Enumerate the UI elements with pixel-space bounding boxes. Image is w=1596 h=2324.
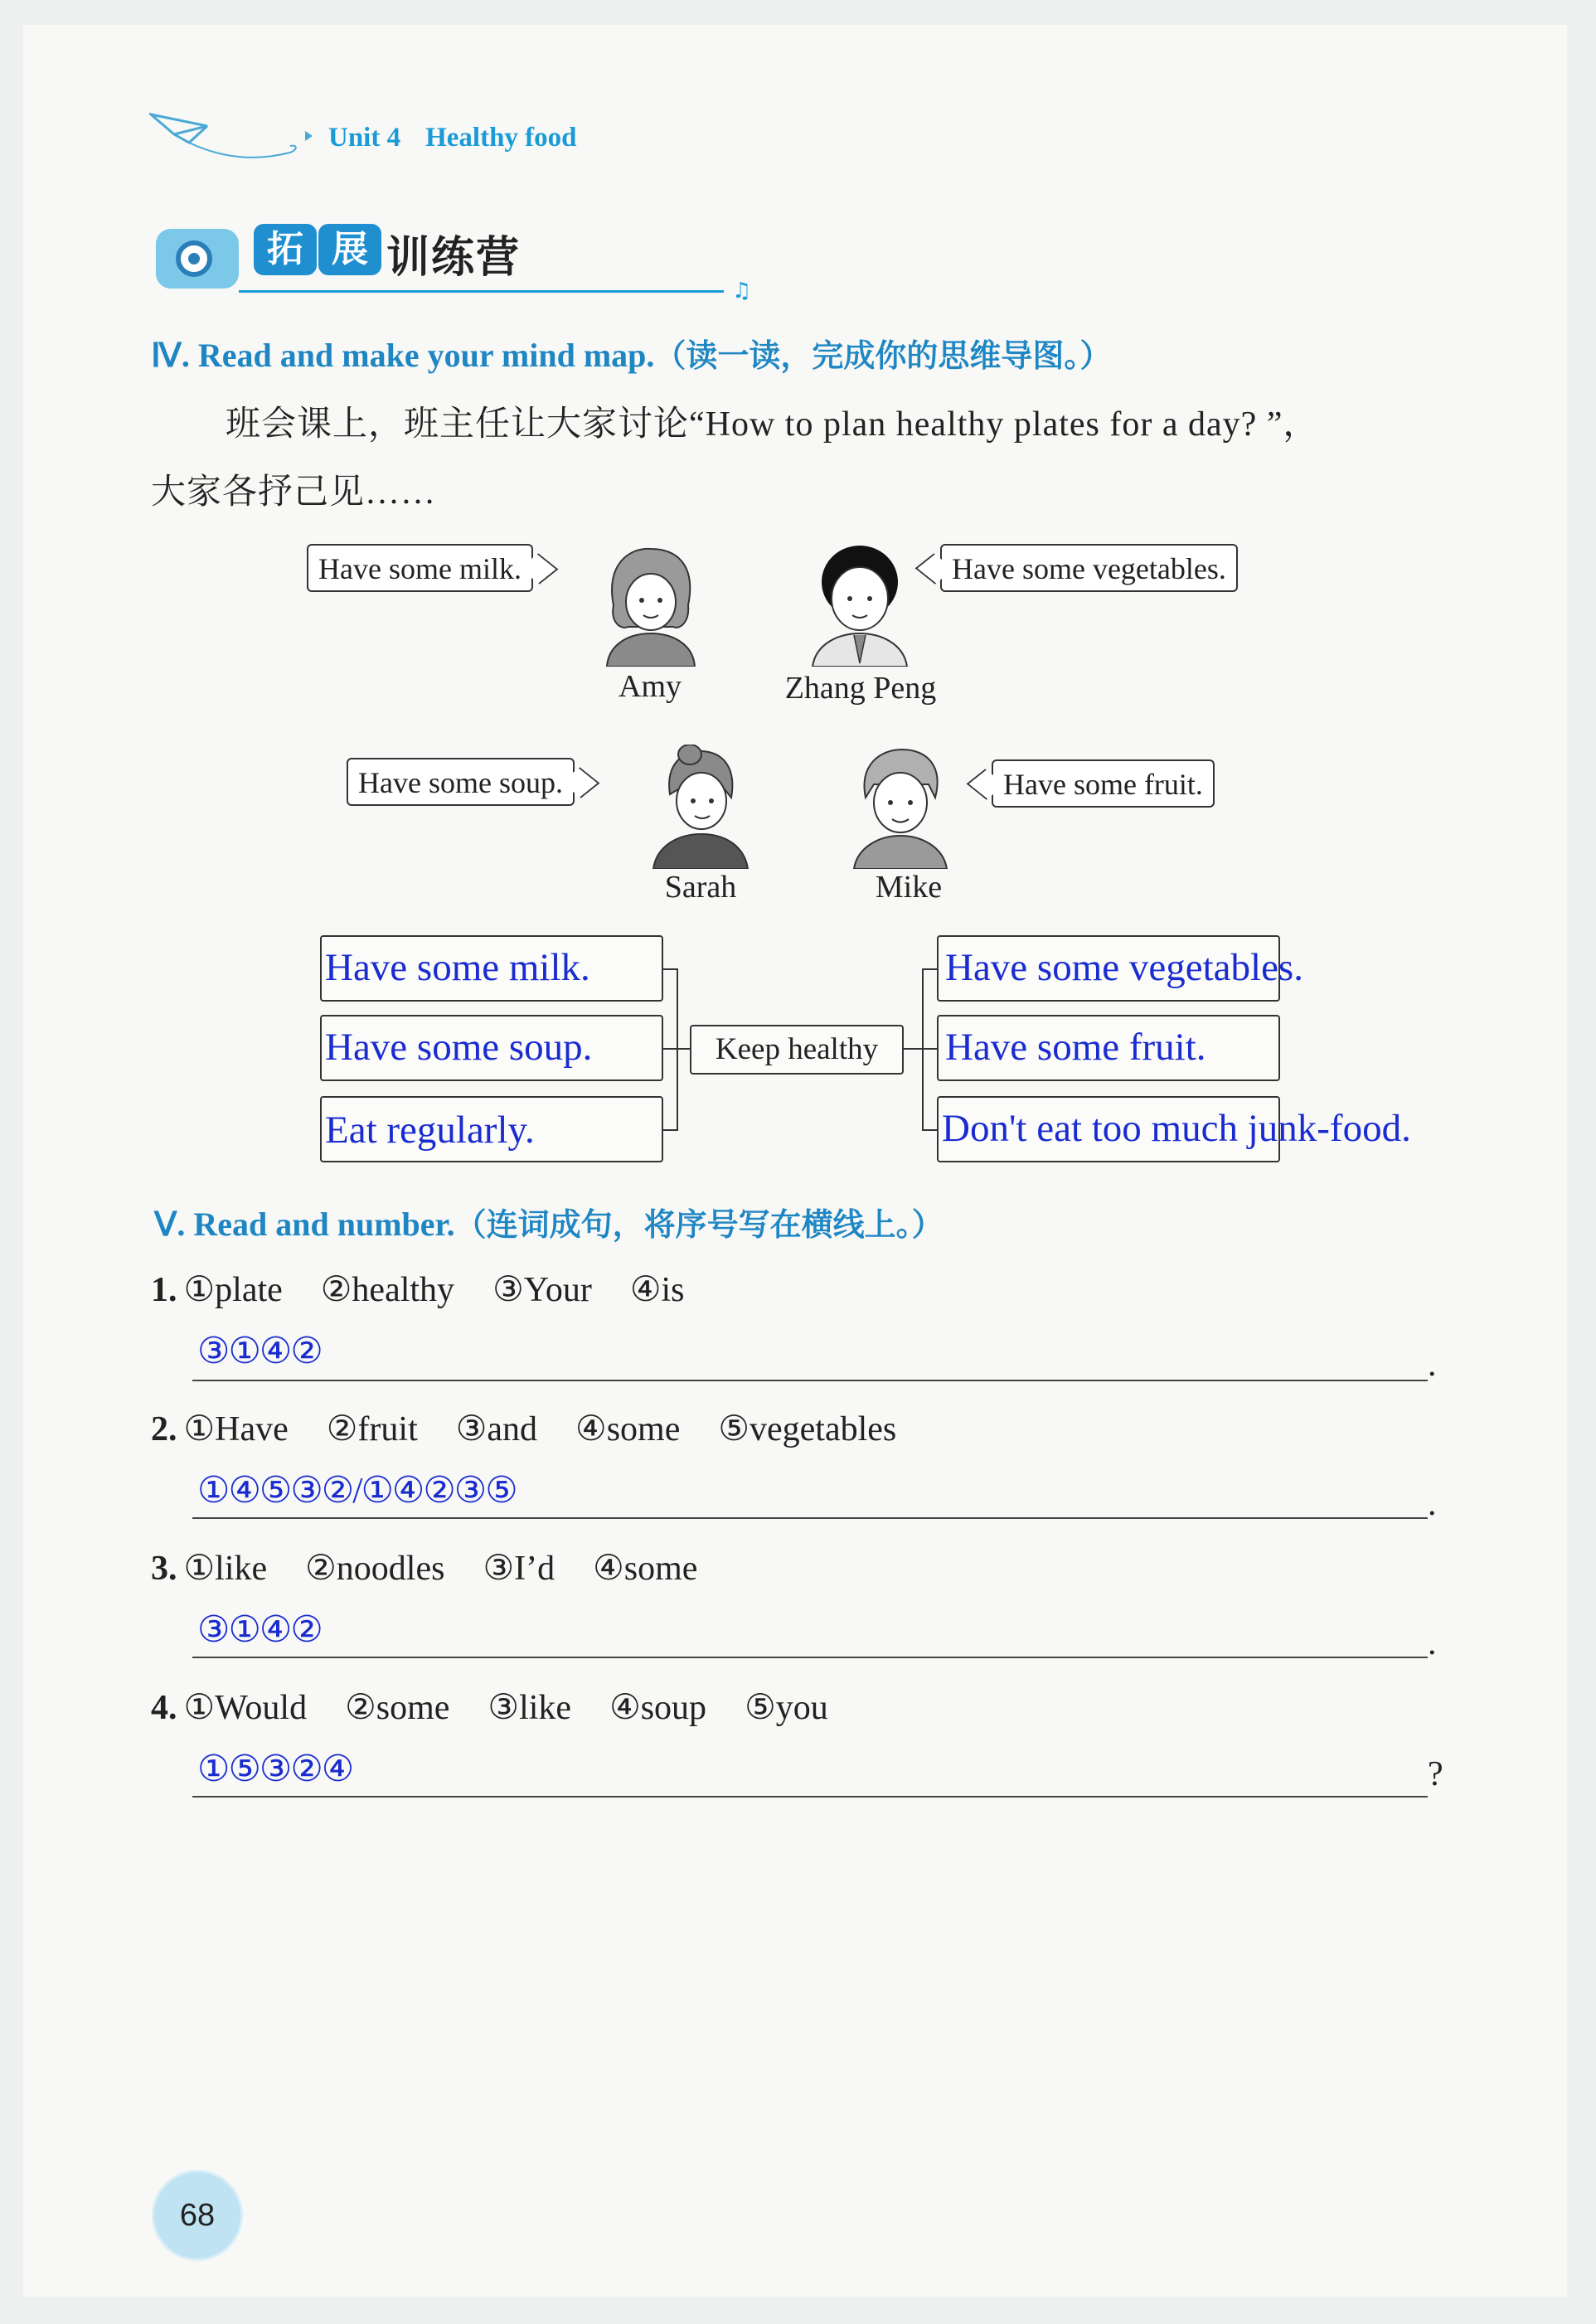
intro-line-1: 班会课上，班主任让大家讨论“How to plan healthy plates for a day? ”， bbox=[226, 405, 1319, 444]
mindmap-answer-left-1: Have some milk. bbox=[325, 946, 590, 989]
mindmap-answer-left-3: Eat regularly. bbox=[325, 1109, 535, 1152]
word-option: ①plate bbox=[183, 1271, 283, 1309]
item-number: 4. bbox=[151, 1689, 177, 1727]
mindmap-answer-left-2: Have some soup. bbox=[325, 1026, 593, 1069]
item-number: 2. bbox=[151, 1410, 177, 1448]
word-option: ③I’d bbox=[483, 1550, 555, 1588]
end-punctuation-3: . bbox=[1428, 1624, 1437, 1662]
exercise-item-1 bbox=[151, 1269, 723, 1310]
answer-4: ①⑤③②④ bbox=[197, 1749, 353, 1789]
paper-plane-icon bbox=[149, 109, 332, 167]
mindmap-answer-right-2: Have some fruit. bbox=[945, 1026, 1206, 1069]
speech-bubble-amy: Have some milk. bbox=[307, 544, 533, 592]
unit-header bbox=[328, 123, 602, 153]
section-5-title bbox=[154, 1199, 944, 1244]
banner-badge: 展 bbox=[318, 224, 381, 275]
sarah-illustration bbox=[645, 745, 753, 869]
mindmap-answer-right-1: Have some vegetables. bbox=[945, 946, 1303, 989]
connector-line bbox=[663, 968, 677, 970]
banner-badge: 拓 bbox=[254, 224, 317, 275]
camera-icon bbox=[156, 229, 239, 289]
answer-2: ①④⑤③②/①④②③⑤ bbox=[197, 1470, 517, 1511]
connector-line bbox=[922, 1129, 937, 1131]
section-5-title-en: Ⅴ. Read and number. bbox=[154, 1206, 455, 1243]
word-option: ②healthy bbox=[320, 1271, 455, 1309]
exercise-item-3 bbox=[151, 1547, 735, 1589]
speaker-name-amy: Amy bbox=[619, 669, 682, 704]
section-4-title-cn: （读一读，完成你的思维导图。） bbox=[654, 337, 1112, 374]
page-number-badge bbox=[154, 2172, 240, 2259]
music-note-icon: ♫ bbox=[732, 279, 752, 303]
answer-line-1[interactable] bbox=[192, 1380, 1428, 1381]
mindmap-center: Keep healthy bbox=[690, 1025, 904, 1075]
connector-line bbox=[922, 968, 937, 970]
word-option: ②noodles bbox=[305, 1550, 445, 1588]
answer-line-3[interactable] bbox=[192, 1657, 1428, 1658]
unit-label: Unit 4 bbox=[328, 123, 401, 153]
speech-bubble-sarah: Have some soup. bbox=[347, 758, 575, 806]
mike-illustration bbox=[847, 745, 955, 869]
connector-line bbox=[663, 1129, 677, 1131]
word-option: ③like bbox=[488, 1689, 572, 1727]
speech-bubble-mike: Have some fruit. bbox=[992, 759, 1215, 808]
exercise-item-2 bbox=[151, 1408, 934, 1449]
word-option: ①Would bbox=[183, 1689, 308, 1727]
mindmap-answer-right-3: Don't eat too much junk-food. bbox=[942, 1107, 1411, 1150]
item-number: 1. bbox=[151, 1271, 177, 1309]
intro-line-2: 大家各抒己见…… bbox=[151, 473, 437, 512]
connector-line bbox=[677, 968, 678, 1131]
banner-title: 训练营 bbox=[386, 233, 521, 283]
header-arrow-icon bbox=[305, 131, 313, 141]
connector-line bbox=[922, 968, 924, 1131]
section-banner bbox=[156, 214, 752, 303]
exercise-item-4 bbox=[151, 1686, 866, 1728]
word-option: ③Your bbox=[492, 1271, 592, 1309]
end-punctuation-2: . bbox=[1428, 1485, 1437, 1523]
section-4-title-en: Ⅳ. Read and make your mind map. bbox=[151, 337, 655, 374]
word-option: ②some bbox=[345, 1689, 450, 1727]
item-number: 3. bbox=[151, 1550, 177, 1588]
section-5-title-cn: （连词成句，将序号写在横线上。） bbox=[454, 1206, 944, 1243]
speaker-name-sarah: Sarah bbox=[664, 870, 737, 905]
end-punctuation-4: ? bbox=[1428, 1755, 1443, 1793]
banner-underline bbox=[239, 290, 724, 293]
word-option: ④soup bbox=[609, 1689, 707, 1727]
word-option: ①like bbox=[183, 1550, 268, 1588]
answer-3: ③①④② bbox=[197, 1609, 322, 1650]
word-option: ④some bbox=[593, 1550, 698, 1588]
answer-line-4[interactable] bbox=[192, 1796, 1428, 1798]
word-option: ④is bbox=[629, 1271, 685, 1309]
word-option: ⑤you bbox=[745, 1689, 828, 1727]
word-option: ⑤vegetables bbox=[718, 1410, 897, 1448]
word-option: ②fruit bbox=[326, 1410, 418, 1448]
word-option: ④some bbox=[575, 1410, 681, 1448]
page-number: 68 bbox=[179, 2198, 216, 2233]
speech-bubble-zhang-peng: Have some vegetables. bbox=[940, 544, 1238, 592]
word-option: ③and bbox=[455, 1410, 538, 1448]
section-4-title bbox=[151, 330, 1111, 376]
speaker-name-mike: Mike bbox=[875, 870, 943, 905]
speaker-name-zhang-peng: Zhang Peng bbox=[784, 671, 937, 706]
answer-line-2[interactable] bbox=[192, 1517, 1428, 1519]
amy-illustration bbox=[597, 547, 705, 667]
connector-line bbox=[904, 1048, 937, 1050]
zhang-peng-illustration bbox=[806, 539, 914, 667]
unit-topic: Healthy food bbox=[425, 123, 577, 153]
answer-1: ③①④② bbox=[197, 1331, 322, 1371]
end-punctuation-1: . bbox=[1428, 1346, 1437, 1384]
word-option: ①Have bbox=[183, 1410, 289, 1448]
